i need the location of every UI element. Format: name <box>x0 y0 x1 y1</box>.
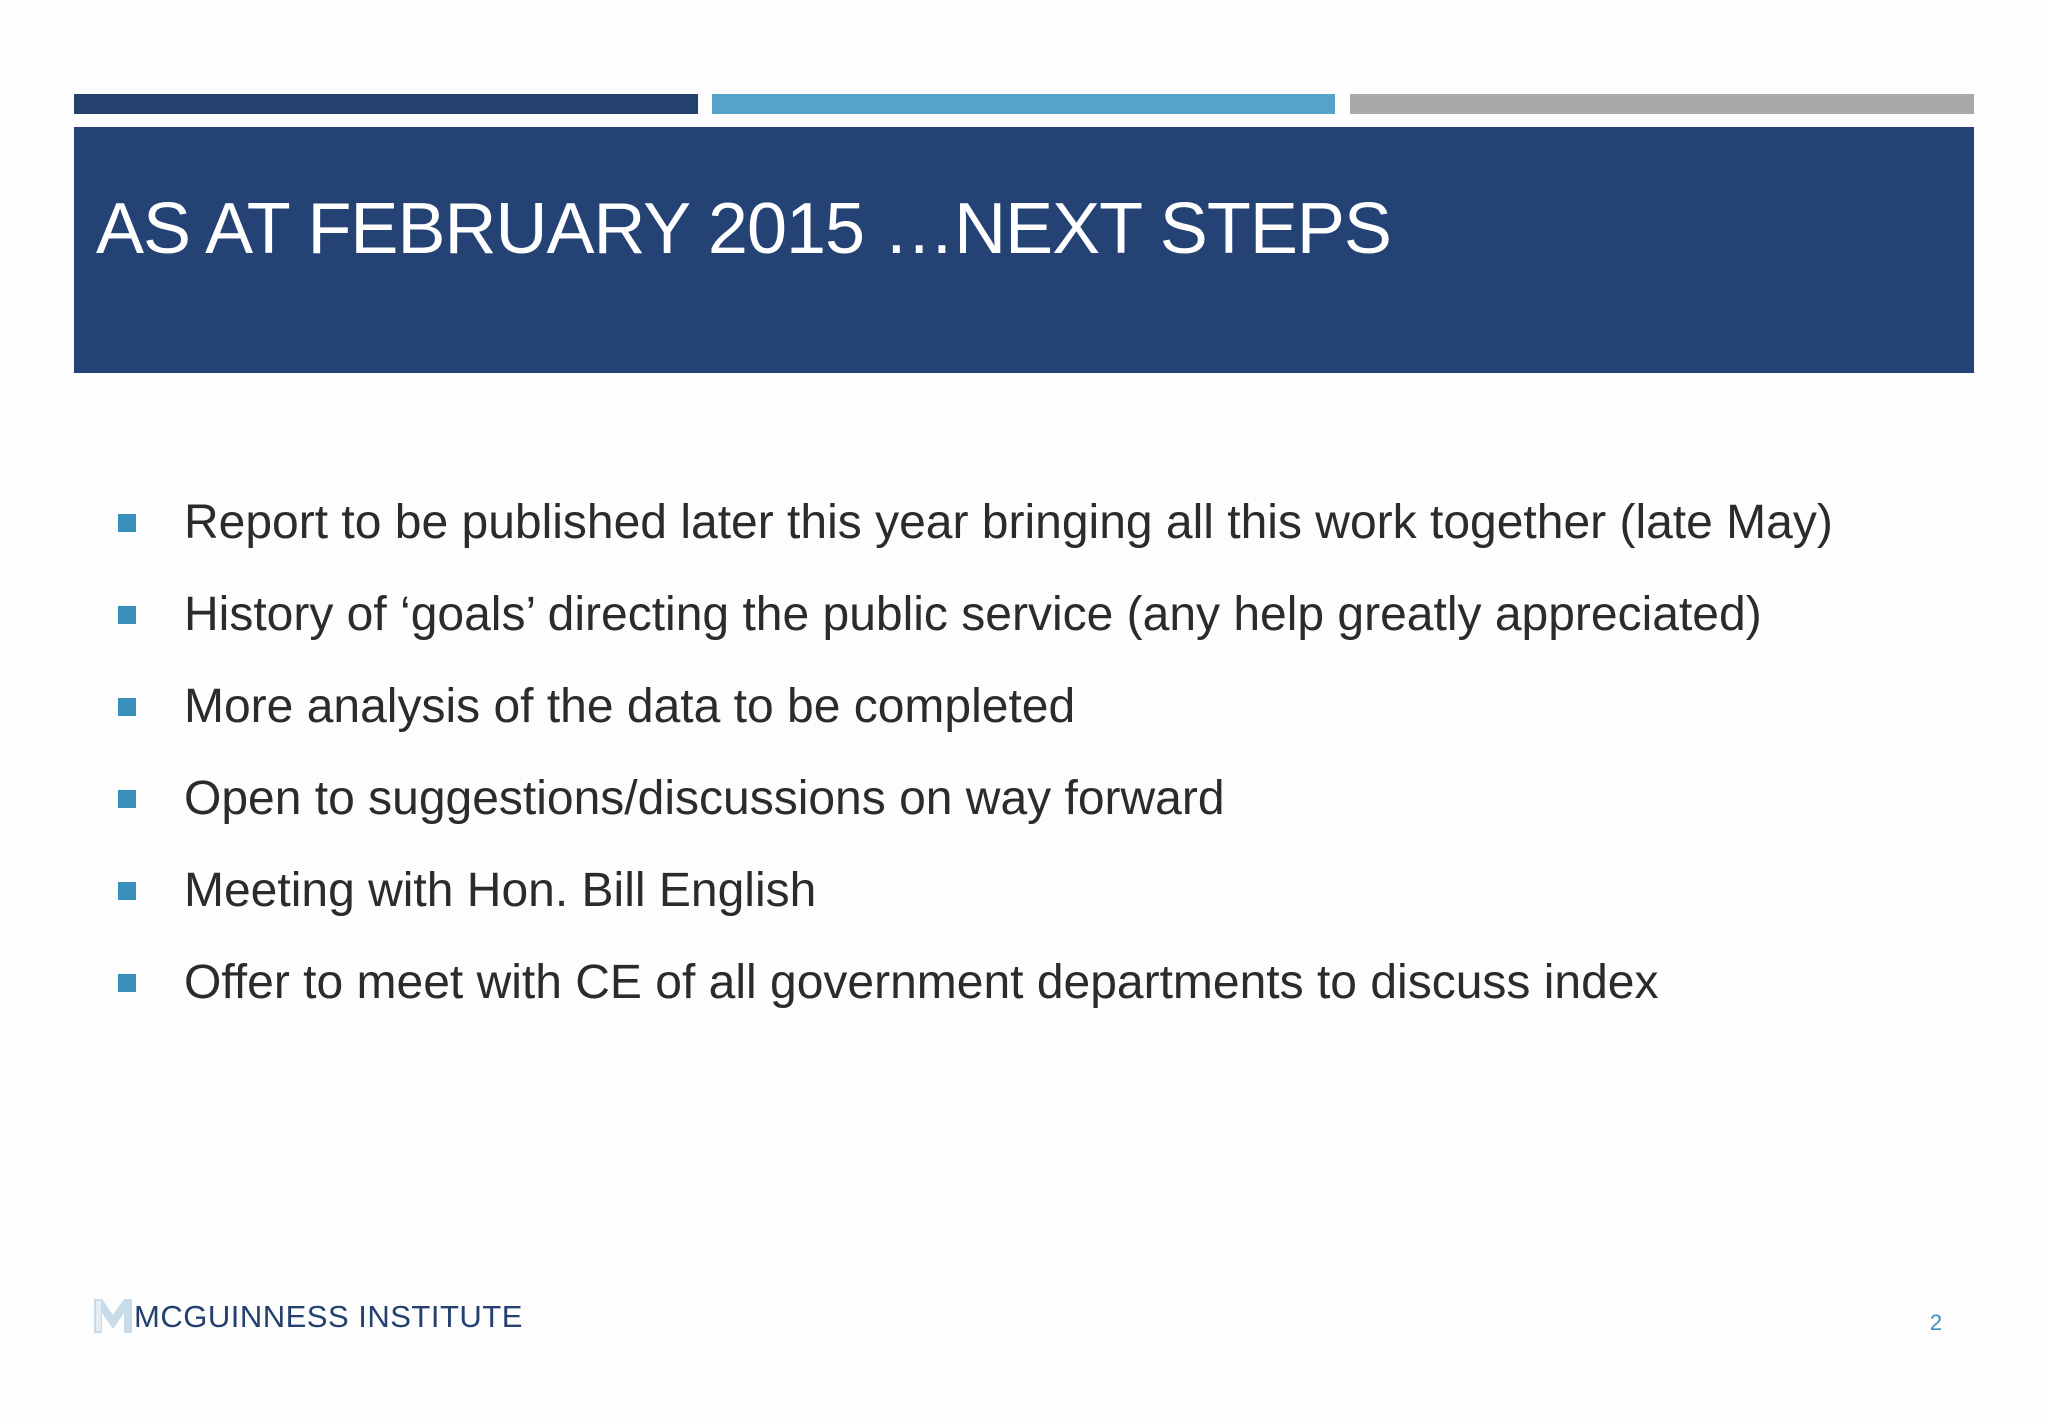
bullet-text: More analysis of the data to be completed <box>184 680 1076 733</box>
m-monogram-icon <box>94 1299 132 1333</box>
title-band <box>74 127 1974 373</box>
list-item <box>118 490 1958 582</box>
square-bullet-icon <box>118 514 136 532</box>
square-bullet-icon <box>118 606 136 624</box>
bullet-text: Open to suggestions/discussions on way forward <box>184 772 1225 825</box>
accent-bar-gray <box>1350 94 1974 114</box>
square-bullet-icon <box>118 698 136 716</box>
list-item <box>118 674 1958 766</box>
mcguinness-institute-logo <box>94 1296 523 1336</box>
logo-text: MCGUINNESS INSTITUTE <box>134 1298 523 1334</box>
list-item <box>118 858 1958 950</box>
bullet-text: History of ‘goals’ directing the public service (any help greatly appreciated) <box>184 588 1762 641</box>
bullet-text: Report to be published later this year bringing all this work together (late May) <box>184 496 1833 549</box>
list-item <box>118 950 1958 1042</box>
square-bullet-icon <box>118 974 136 992</box>
bullet-list <box>118 490 1958 1042</box>
square-bullet-icon <box>118 790 136 808</box>
accent-bar-light-blue <box>712 94 1335 114</box>
page-number: 2 <box>1929 1310 1943 1335</box>
slide-title: AS AT FEBRUARY 2015 …NEXT STEPS <box>96 189 1391 269</box>
square-bullet-icon <box>118 882 136 900</box>
bullet-text: Meeting with Hon. Bill English <box>184 864 817 917</box>
bullet-text: Offer to meet with CE of all government departments to discuss index <box>184 956 1659 1009</box>
list-item <box>118 766 1958 858</box>
list-item <box>118 582 1958 674</box>
accent-bar-dark <box>74 94 698 114</box>
